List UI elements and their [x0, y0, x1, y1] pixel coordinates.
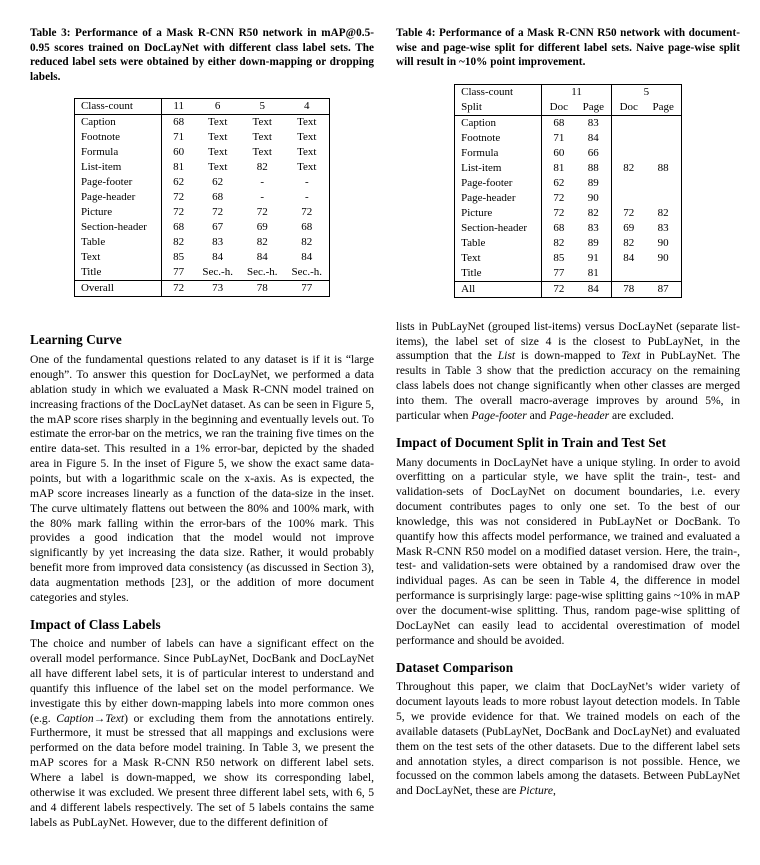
- table4-cell: [645, 115, 681, 131]
- table3-cell: Formula: [74, 145, 161, 160]
- table3-cell: 82: [173, 236, 185, 249]
- table3-cell: -: [260, 191, 265, 204]
- table4-cell: 82: [623, 236, 635, 249]
- table4-cell: [645, 146, 681, 161]
- table4-cell: 82: [657, 206, 669, 219]
- right-column: [396, 26, 740, 830]
- table4-cell: 90: [657, 251, 669, 264]
- table3-header-6: 6: [214, 100, 221, 113]
- heading-dataset-comparison: Dataset Comparison: [396, 659, 514, 675]
- table4: [454, 84, 682, 298]
- table3-cell: 73: [212, 282, 224, 295]
- table3-header-5: 5: [259, 100, 265, 113]
- table3-cell: 82: [301, 236, 313, 249]
- table3-cell: Text: [297, 146, 317, 159]
- table4-header-row-2: [455, 100, 682, 116]
- table4-cell: 84: [623, 251, 635, 264]
- table-row: [74, 190, 329, 205]
- table4-cell: 90: [576, 191, 612, 206]
- text-run: Throughout this paper, we claim that DocLayNet’s wider variety of document layouts leads to more robust layout detection models. In Table 5, we provide evidence for that. We trained models on each of the available datasets (PubLayNet, DocBank and DocLayNet) and evaluated them on the test sets of the other datasets. Due to the different label sets and annotation styles, a direct comparison is not possible. Hence, we focussed on the common labels among the datasets. Between PubLayNet and DocLayNet, these are: [396, 680, 740, 798]
- table3-cell: Text: [252, 131, 272, 144]
- table-row: [455, 131, 682, 146]
- table4-cell: 82: [623, 161, 635, 174]
- table-row: [74, 175, 329, 190]
- table4-cell: [611, 146, 645, 161]
- text-run: lists in PubLayNet (grouped list-items) versus DocLayNet (separate list-items), the label set of size 4 is the closest to PubLayNet, in the assumption that the: [396, 319, 740, 363]
- table4-cell: 66: [576, 146, 612, 161]
- table4-cell: List-item: [455, 161, 542, 176]
- table4-cell: [645, 266, 681, 282]
- table-row: [74, 160, 329, 175]
- table-row: [455, 146, 682, 161]
- table4-cell: 78: [623, 282, 635, 295]
- table4-cell: Title: [455, 266, 542, 282]
- italic-page-header: Page-header: [549, 408, 610, 422]
- table4-header-group-11: 11: [542, 84, 612, 100]
- text-run: ,: [553, 784, 556, 798]
- table3-cell: 84: [212, 251, 224, 264]
- table4-cell: 88: [657, 161, 669, 174]
- table3-cell: 68: [173, 221, 185, 234]
- table3-cell: 84: [256, 251, 268, 264]
- table4-cell: 69: [623, 221, 635, 234]
- table3-cell: Title: [74, 265, 161, 281]
- italic-list: List: [497, 349, 516, 363]
- table4-caption: Table 4: Performance of a Mask R-CNN R50 network with document-wise and page-wise split for different label sets. Naive page-wise split will result in ~10% point improvement.: [396, 27, 740, 69]
- table3-cell: 67: [212, 221, 224, 234]
- table4-cell: 68: [553, 221, 565, 234]
- text-run: and: [526, 408, 550, 422]
- table3-header-class-count: Class-count: [74, 99, 161, 115]
- table4-cell: All: [455, 281, 542, 297]
- table4-cell: 68: [553, 116, 565, 129]
- table3-cell: Overall: [74, 281, 161, 297]
- table3-cell: Text: [252, 116, 272, 129]
- table3: [74, 98, 330, 297]
- table3-cell: Sec.-h.: [202, 266, 233, 279]
- paragraph-impact-document-split: Many documents in DocLayNet have a unique styling. In order to avoid overfitting on a particular style, we have split the train-, test- and validation-sets of DocLayNet on document boundaries, i.e. every document contributes pages to only one set. To the best of our knowledge, this was not considered in PubLayNet or DocBank. To quantify how this affects model performance, we trained and evaluated a Mask R-CNN R50 model on a modified dataset version. Here, the train-, test- and validation-sets were obtained by a randomised draw over the individual pages. As can be seen in Table 4, the difference in model performance is surprisingly large: page-wise splitting gains ~10% in mAP over the document-wise splitting. Thus, random page-wise splitting of DocLayNet can easily lead to accidental overestimation of model performance and should be avoided.: [396, 455, 740, 647]
- table4-cell: Section-header: [455, 221, 542, 236]
- table4-wrapper: [396, 84, 740, 298]
- table-row: [455, 191, 682, 206]
- table-row: [455, 236, 682, 251]
- paragraph-continuation-class-labels: [396, 320, 740, 424]
- italic-page-footer: Page-footer: [471, 408, 527, 422]
- table3-cell: 60: [173, 146, 185, 159]
- table4-cell: Page-footer: [455, 176, 542, 191]
- table4-cell: [611, 176, 645, 191]
- table3-cell: 72: [212, 206, 224, 219]
- table3-cell: List-item: [74, 160, 161, 175]
- table4-cell: [611, 115, 645, 131]
- table4-cell: Page-header: [455, 191, 542, 206]
- table4-cell: 72: [553, 206, 565, 219]
- table4-cell: [611, 191, 645, 206]
- table-row: [455, 115, 682, 131]
- table3-cell: 68: [212, 191, 224, 204]
- table3-cell: 72: [173, 206, 185, 219]
- table4-cell: 60: [553, 146, 565, 159]
- table4-cell: 81: [553, 161, 565, 174]
- table4-cell: [611, 131, 645, 146]
- table3-footer-row: [74, 281, 329, 297]
- table4-header-page-5: Page: [652, 100, 674, 113]
- text-run: in PubLayNet. The results in Table 3 show that the prediction accuracy on the remaining class labels does not change significantly when other classes are merged into them. The overall macro-average improves by around 5%, in particular when: [396, 349, 741, 422]
- table3-cell: -: [304, 191, 309, 204]
- heading-impact-class-labels: Impact of Class Labels: [30, 616, 161, 632]
- table3-cell: Picture: [74, 205, 161, 220]
- table3-cell: 62: [173, 176, 185, 189]
- table-row: [74, 250, 329, 265]
- table3-cell: Page-header: [74, 190, 161, 205]
- italic-text: Text: [621, 349, 641, 363]
- table4-cell: 84: [576, 131, 612, 146]
- paragraph-dataset-comparison: [396, 680, 740, 799]
- table3-cell: Caption: [74, 115, 161, 131]
- table3-cell: Section-header: [74, 220, 161, 235]
- table3-cell: 72: [301, 206, 313, 219]
- table3-cell: 77: [173, 266, 185, 279]
- heading-impact-document-split: Impact of Document Split in Train and Test Set: [396, 434, 667, 450]
- table4-cell: 62: [553, 176, 565, 189]
- table-row: [74, 235, 329, 250]
- table-row: [455, 206, 682, 221]
- italic-caption-to-text: Caption→Text: [56, 711, 125, 725]
- table3-cell: Text: [74, 250, 161, 265]
- table-row: [455, 266, 682, 282]
- table3-cell: Text: [297, 161, 317, 174]
- table3-body: [74, 115, 329, 297]
- table3-cell: Sec.-h.: [246, 266, 278, 279]
- table3-cell: Text: [207, 146, 228, 159]
- table3-cell: 84: [301, 251, 313, 264]
- table3-cell: 72: [173, 282, 185, 295]
- table4-cell: [645, 191, 681, 206]
- table3-cell: Text: [207, 131, 228, 144]
- table4-cell: Formula: [455, 146, 542, 161]
- table3-cell: Page-footer: [74, 175, 161, 190]
- table4-header-doc-5: Doc: [619, 100, 638, 113]
- table3-cell: Text: [207, 161, 228, 174]
- table3-cell: 72: [173, 191, 185, 204]
- paragraph-learning-curve: One of the fundamental questions related to any dataset is if it is “large enough”. To answer this question for DocLayNet, we performed a data ablation study in which we evaluated a Mask R-CNN model trained on increasing fractions of the DocLayNet dataset. As can be seen in Figure 5, the mAP score rises sharply in the beginning and eventually levels out. To estimate the error-bar on the metrics, we ran the training five times on the entire data-set. This resulted in a 1% error-bar, depicted by the shaded area in Figure 5. In the inset of Figure 5, we show the exact same data-points, but with a logarithmic scale on the x-axis. As is expected, the mAP score increases linearly as a function of the data-size in the inset. The curve ultimately flattens out between the 80% and 100% mark, with the 80% mark falling within the error-bars of the 100% mark. This provides a good indication that the model would not improve significantly by yet increasing the data size. Rather, it would probably benefit more from improved data consistency (as discussed in Section 3), data augmentation methods [23], or the addition of more document categories and styles.: [30, 353, 374, 604]
- table4-cell: 89: [576, 236, 612, 251]
- table3-cell: Sec.-h.: [291, 266, 323, 279]
- table3-cell: Table: [74, 235, 161, 250]
- left-column: [30, 26, 374, 830]
- table4-cell: [645, 176, 681, 191]
- text-run: are excluded.: [609, 408, 674, 422]
- spacer: [30, 319, 374, 326]
- text-run: ) or excluding them from the annotations entirely. Furthermore, it must be stressed that all mappings and exclusions were performed on the data before model training. In Table 3, we present the mAP scores for a Mask R-CNN R50 network on different label sets. Where a label is down-mapped, we show its corresponding label, otherwise it was excluded. We present three different label sets, with 6, 5 and 4 different labels respectively. The set of 5 labels contains the same labels as PubLayNet. However, due to the different definition of: [30, 711, 374, 829]
- table3-caption: Table 3: Performance of a Mask R-CNN R50 network in mAP@0.5-0.95 scores trained on DocLayNet with different class label sets. The reduced label sets were obtained by either down-mapping or dropping labels.: [30, 27, 374, 83]
- table4-header-doc-11: Doc: [549, 100, 568, 113]
- table4-cell: 72: [553, 282, 565, 295]
- table-row: [455, 221, 682, 236]
- table4-cell: 88: [576, 161, 612, 176]
- table4-header-page-11: Page: [576, 100, 612, 116]
- table3-cell: 85: [173, 251, 185, 264]
- table4-header-row-1: [455, 84, 682, 100]
- table3-cell: -: [260, 176, 265, 189]
- table3-cell: 62: [212, 176, 224, 189]
- text-run: The choice and number of labels can have a significant effect on the overall model performance. Since PubLayNet, DocBank and DocLayNet all have different label sets, it is of particular interest to understand and quantify this influence of the label set on the model performance. We investigate this by either down-mapping labels into more common ones (e.g.: [30, 637, 374, 725]
- table4-cell: [645, 131, 681, 146]
- table3-cell: 68: [301, 221, 313, 234]
- table4-header-split: Split: [455, 100, 542, 116]
- table3-cell: 78: [256, 282, 268, 295]
- table4-header-class-count: Class-count: [455, 84, 542, 100]
- table3-cell: Text: [297, 131, 317, 144]
- paragraph-impact-class-labels: [30, 637, 374, 830]
- table3-cell: Footnote: [74, 130, 161, 145]
- table-row: [74, 205, 329, 220]
- table4-cell: 90: [657, 236, 669, 249]
- table4-cell: 83: [576, 115, 612, 131]
- table4-header-group-5: 5: [643, 85, 650, 98]
- table3-cell: 81: [173, 161, 185, 174]
- table3-cell: Text: [297, 116, 317, 129]
- table3-cell: 83: [212, 236, 224, 249]
- table4-cell: Caption: [455, 115, 542, 131]
- text-run: is down-mapped to: [515, 349, 622, 363]
- table-row: [74, 115, 329, 131]
- table-row: [74, 220, 329, 235]
- table3-cell: 71: [173, 131, 185, 144]
- table4-body: [455, 115, 682, 297]
- table4-cell: 81: [576, 266, 612, 282]
- table4-cell: Table: [455, 236, 542, 251]
- table3-cell: -: [304, 176, 309, 189]
- table3-cell: 82: [256, 236, 268, 249]
- table4-cell: Text: [455, 251, 542, 266]
- table4-cell: Footnote: [455, 131, 542, 146]
- table3-cell: 69: [256, 221, 268, 234]
- table3-cell: 82: [256, 161, 268, 174]
- table3-header-4: 4: [304, 100, 310, 113]
- italic-picture: Picture: [519, 784, 553, 798]
- table4-cell: 82: [576, 206, 612, 221]
- table-row: [74, 145, 329, 160]
- table4-cell: 85: [553, 251, 565, 264]
- table3-wrapper: [30, 98, 374, 297]
- table4-head: [455, 84, 682, 115]
- table-row: [74, 265, 329, 281]
- table4-cell: 84: [576, 281, 612, 297]
- table3-cell: 72: [256, 206, 268, 219]
- table4-cell: 83: [576, 221, 612, 236]
- table4-cell: 71: [553, 131, 565, 144]
- heading-learning-curve: Learning Curve: [30, 332, 122, 348]
- table3-cell: Text: [207, 116, 228, 129]
- table4-cell: Picture: [455, 206, 542, 221]
- table3-header-row: [74, 99, 329, 115]
- table4-footer-row: [455, 281, 682, 297]
- table-row: [455, 251, 682, 266]
- table4-cell: 89: [576, 176, 612, 191]
- table3-cell: 68: [173, 116, 185, 129]
- table-row: [455, 176, 682, 191]
- table4-cell: 83: [657, 221, 669, 234]
- table4-cell: 87: [657, 282, 669, 295]
- table3-cell: 77: [301, 282, 313, 295]
- table3-head: [74, 99, 329, 115]
- table3-cell: Text: [252, 146, 272, 159]
- table4-cell: 91: [576, 251, 612, 266]
- table3-header-11: 11: [173, 100, 184, 113]
- table4-cell: 72: [623, 206, 635, 219]
- table4-cell: [611, 266, 645, 282]
- table-row: [74, 130, 329, 145]
- table-row: [455, 161, 682, 176]
- table4-cell: 72: [553, 191, 565, 204]
- table4-cell: 82: [553, 236, 565, 249]
- table4-cell: 77: [553, 266, 565, 279]
